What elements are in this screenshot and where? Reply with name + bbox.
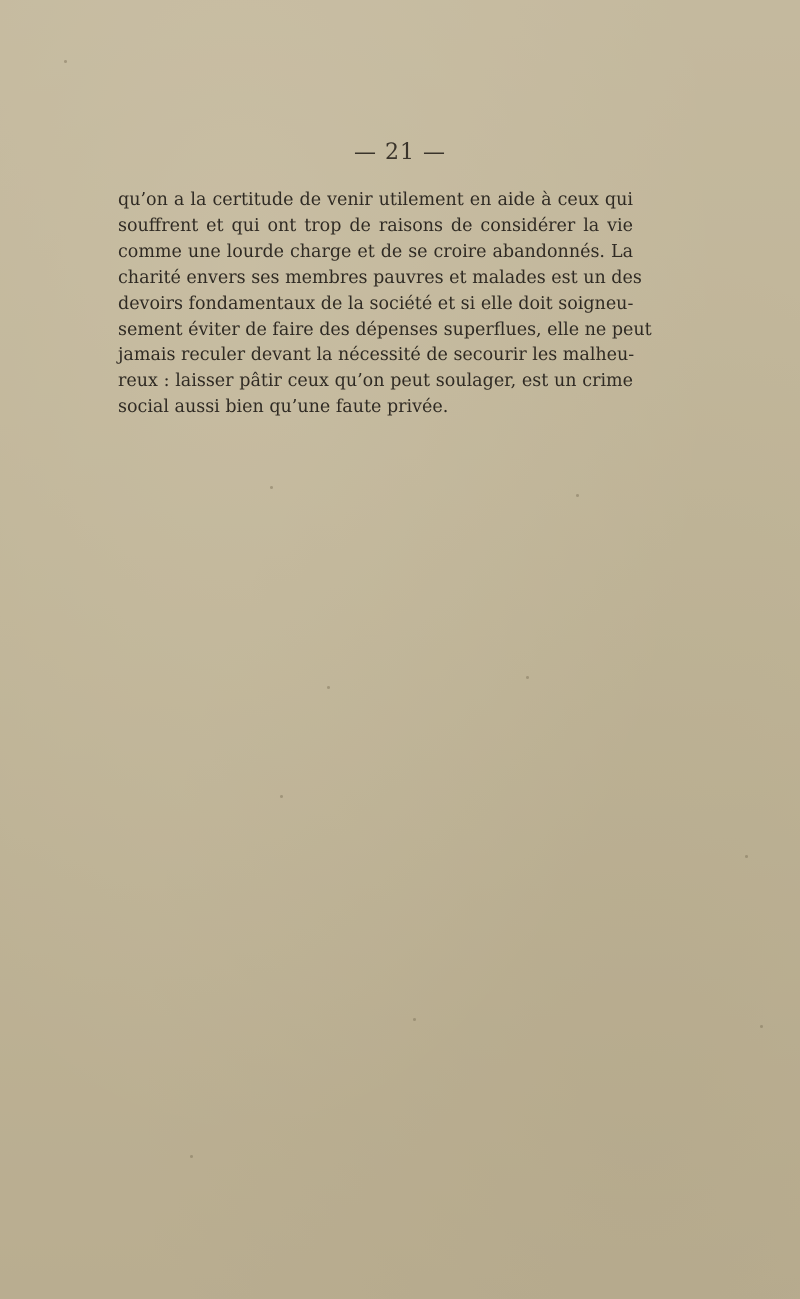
paper-speck <box>327 686 330 689</box>
text-line: jamais reculer devant la nécessité de secourir les malheu- <box>118 345 635 366</box>
page-number: — 21 — <box>354 140 446 165</box>
paper-speck <box>64 60 67 63</box>
text-line: social aussi bien qu’une faute privée. <box>118 397 449 418</box>
paper-speck <box>413 1018 416 1021</box>
text-line: charité envers ses membres pauvres et malades est un des <box>118 267 642 288</box>
body-paragraph <box>118 188 652 421</box>
paper-speck <box>526 676 529 679</box>
paper-speck <box>745 855 748 858</box>
paper-speck <box>270 486 273 489</box>
paper-speck <box>280 795 283 798</box>
text-line: devoirs fondamentaux de la société et si elle doit soigneu- <box>118 293 634 314</box>
paper-speck <box>760 1025 763 1028</box>
text-line: souffrent et qui ont trop de raisons de considérer la vie <box>118 215 633 236</box>
text-line: reux : laisser pâtir ceux qu’on peut soulager, est un crime <box>118 371 633 392</box>
paper-speck <box>576 494 579 497</box>
paper-speck <box>190 1155 193 1158</box>
text-line: sement éviter de faire des dépenses superflues, elle ne peut <box>118 319 652 340</box>
text-line: comme une lourde charge et de se croire abandonnés. La <box>118 241 633 262</box>
text-line: qu’on a la certitude de venir utilement en aide à ceux qui <box>118 190 633 210</box>
